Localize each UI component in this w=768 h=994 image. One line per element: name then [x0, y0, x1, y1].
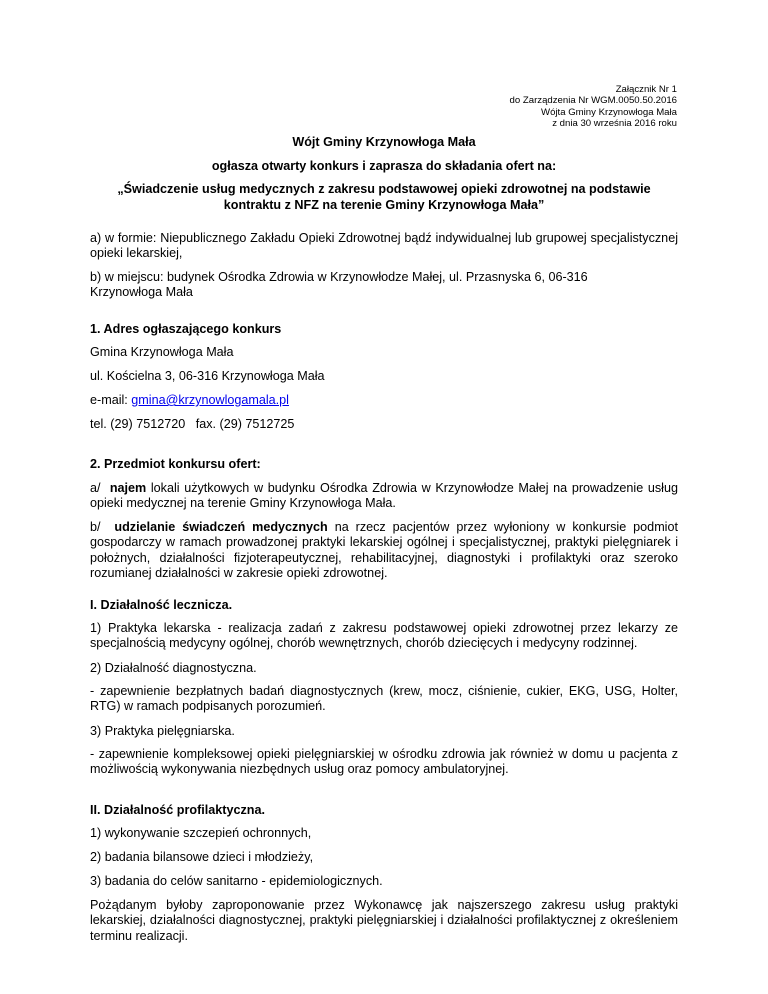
email-label: e-mail:: [90, 393, 132, 407]
section-II-p4: Pożądanym byłoby zaproponowanie przez Wykonawcę jak najszerszego zakresu usług praktyki lekarskiej, działalności diagnostycznej, praktyki pielęgniarskiej i działalności profilaktycznej z określeniem terminu realizacji.: [90, 898, 678, 943]
section-I-p2: 2) Działalność diagnostyczna.: [90, 661, 257, 675]
section-I-p4: 3) Praktyka pielęgniarska.: [90, 724, 235, 738]
annex-line-2: do Zarządzenia Nr WGM.0050.50.2016: [509, 95, 677, 107]
intro-b: [90, 270, 678, 301]
section-II-heading: II. Działalność profilaktyczna.: [90, 803, 265, 817]
item-a-text: lokali użytkowych w budynku Ośrodka Zdrowia w Krzynowłodze Małej na prowadzenie usług opieki medycznej na terenie Gminy Krzynowłoga Mała.: [90, 481, 678, 511]
document-subtitle: ogłasza otwarty konkurs i zaprasza do składania ofert na:: [211, 159, 557, 173]
subject-line-1: „Świadczenie usług medycznych z zakresu podstawowej opieki zdrowotnej na podstawie: [117, 182, 651, 196]
section-2-item-b: [90, 520, 678, 581]
annex-line-3: Wójta Gminy Krzynowłoga Mała: [541, 106, 677, 118]
item-a-bold: najem: [109, 481, 147, 495]
section-I-p5: - zapewnienie kompleksowej opieki pielęgniarskiej w ośrodku zdrowia jak również w domu u pacjenta z możliwością wykonywania niezbędnych usług oraz pomocy ambulatoryjnej.: [90, 747, 678, 777]
section-I-p1: 1) Praktyka lekarska - realizacja zadań z zakresu podstawowej opieki zdrowotnej przez lekarzy ze specjalnością medycyny ogólnej, chorób wewnętrznych, chorób dziecięcych i medycyny rodzinnej.: [90, 621, 678, 651]
subject-line-2: kontraktu z NFZ na terenie Gminy Krzynowłoga Mała”: [223, 197, 545, 212]
annex-block: [510, 84, 677, 130]
section-II-p3: 3) badania do celów sanitarno - epidemiologicznych.: [90, 874, 383, 888]
section-I-heading: I. Działalność lecznicza.: [90, 598, 233, 612]
section-II-p1: 1) wykonywanie szczepień ochronnych,: [90, 826, 312, 840]
document-title: Wójt Gminy Krzynowłoga Mała: [292, 135, 476, 149]
section-2-heading: 2. Przedmiot konkursu ofert:: [90, 457, 261, 471]
item-b-text: na rzecz pacjentów przez wyłoniony w konkursie podmiot gospodarczy w ramach prowadzonej praktyki lekarskiej ogólnej i specjalistycznej, praktyki pielęgniarek i położnych, działalności fizjoterapeutycznej, rehabilitacyjnej, diagnostyki i profilaktyki oraz szeroko rozumianej działalności w zakresie opieki zdrowotnej.: [90, 520, 678, 580]
document-subject: [90, 182, 678, 213]
contact-name: Gmina Krzynowłoga Mała: [90, 345, 234, 359]
intro-a: a) w formie: Niepublicznego Zakładu Opieki Zdrowotnej bądź indywidualnej lub grupowej specjalistycznej opieki lekarskiej,: [90, 231, 678, 261]
email-link[interactable]: gmina@krzynowlogamala.pl: [131, 393, 289, 407]
intro-b-line-2: Krzynowłoga Mała: [90, 285, 193, 300]
contact-phone: tel. (29) 7512720 fax. (29) 7512725: [90, 417, 295, 431]
section-1-heading: 1. Adres ogłaszającego konkurs: [90, 322, 282, 336]
annex-line-4: z dnia 30 września 2016 roku: [552, 118, 677, 130]
item-a-prefix: a/: [90, 481, 110, 495]
annex-line-1: Załącznik Nr 1: [615, 84, 677, 95]
item-b-prefix: b/: [90, 520, 115, 534]
section-2-item-a: [90, 481, 678, 512]
section-II-p2: 2) badania bilansowe dzieci i młodzieży,: [90, 850, 314, 864]
intro-b-line-1: b) w miejscu: budynek Ośrodka Zdrowia w Krzynowłodze Małej, ul. Przasnyska 6, 06-316: [90, 270, 588, 284]
item-b-bold: udzielanie świadczeń medycznych: [114, 520, 328, 534]
contact-address: ul. Kościelna 3, 06-316 Krzynowłoga Mała: [90, 369, 325, 383]
contact-email-row: [90, 393, 678, 408]
section-I-p3: - zapewnienie bezpłatnych badań diagnostycznych (krew, mocz, ciśnienie, cukier, EKG, USG, Holter, RTG) w ramach podpisanych porozumień.: [90, 684, 678, 714]
